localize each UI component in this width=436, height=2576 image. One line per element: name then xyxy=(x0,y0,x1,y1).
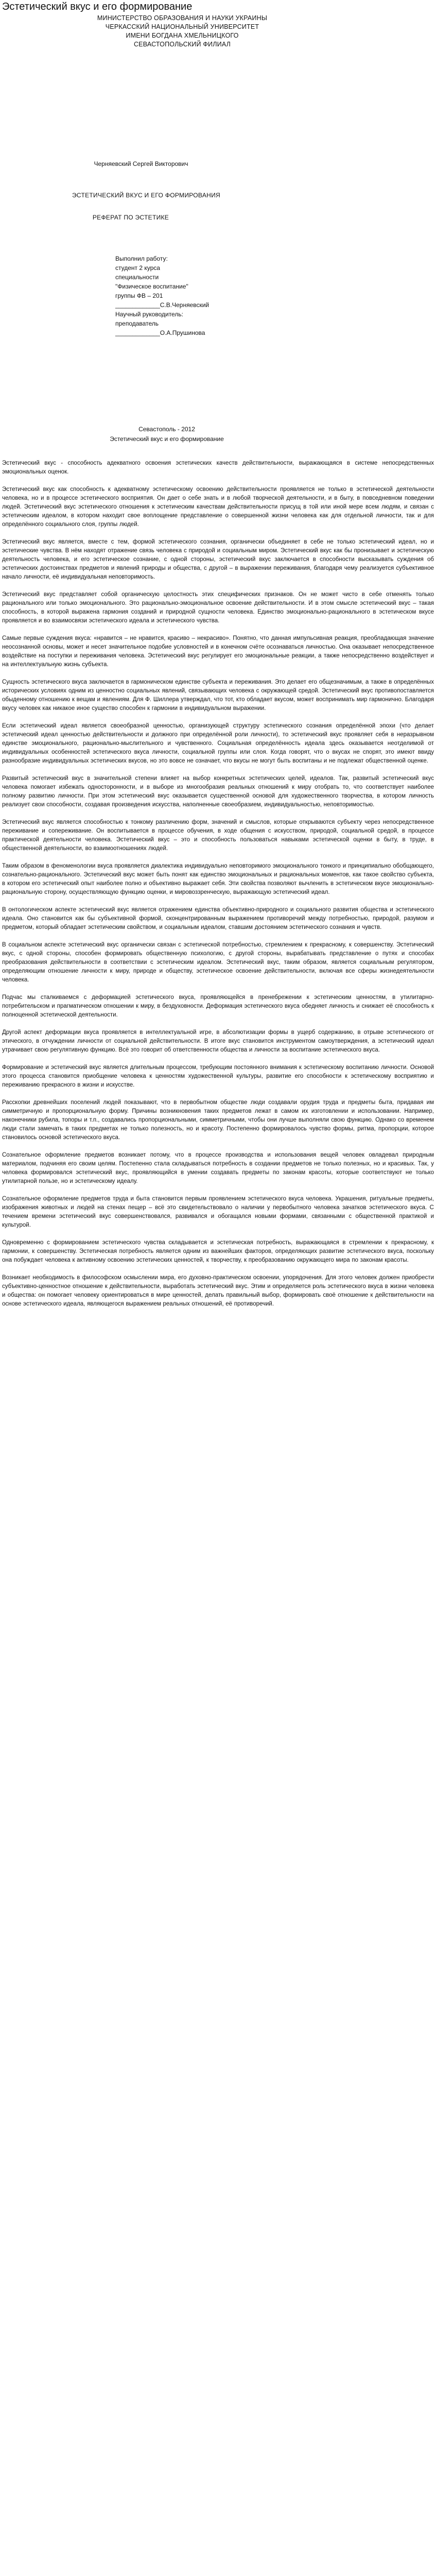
teacher-label: преподаватель xyxy=(115,320,159,327)
document-title: Эстетический вкус и его формирование xyxy=(2,1,193,12)
topic-title: ЭСТЕТИЧЕСКИЙ ВКУС И ЕГО ФОРМИРОВАНИЯ xyxy=(72,192,221,199)
paragraph: Подчас мы сталкиваемся с деформацией эстетического вкуса, проявляющейся в пренебрежении к эстетическим ценностям, в утилитарно-потребительском и прагматическом отношении к миру, в бездуховности. Деформация эстетического вкуса обедняет личность и снижает её способность к полноценной эстетической деятельности. xyxy=(2,994,434,1018)
paragraph: Сущность эстетического вкуса заключается в гармоническом единстве субъекта и переживания. Это делает его общезначимым, а также в определённых исторических условиях одним из ценностно социальных явлений, связывающих человека с окружающей средой. Эстетический вкус противопоставляется обыденному отношению к вещам и явлениям. Для Ф. Шиллера утверждал, что тот, кто обладает вкусом, может воспринимать мир гармонично. Благодаря вкусу человек как никакое иное существо способен к гармонии в индивидуальном выражении. xyxy=(2,679,434,711)
paragraph: Развитый эстетический вкус в значительной степени влияет на выбор конкретных эстетических целей, идеалов. Так, развитый эстетический вкус человека помогает избежать односторонности, и в выборе из многообразия реальных отношений к миру отобрать то, что соответствует наиболее полному развитию личности. При этом эстетический вкус оказывается существенной основой для художественного творчества, в котором личность реализует свои способности, создавая произведения искусства, наполненные своеобразием, индивидуальностью, неповторимостью. xyxy=(2,775,434,808)
specialty-value: "Физическое воспитание" xyxy=(115,283,188,290)
paragraph: Сознательное оформление предметов возникает потому, что в процессе производства и использования вещей человек овладевал природным материалом, подчиняя его своим целям. Постепенно стала складываться потребность в создании предметов не только полезных, но и красивых. Так, у человека формировался эстетический вкус, проявляющийся в умении создавать предметы по законам красоты, которые соответствуют не только утилитарной пользе, но и эстетическому идеалу. xyxy=(2,1152,434,1184)
signature-block xyxy=(115,254,332,337)
paragraph: Если эстетический идеал является своеобразной ценностью, организующей структуру эстетического сознания определённой эпохи (что делает эстетический идеал ценностью действительности и должного при определённой роли личности), то эстетический вкус проявляет себя в неразрывном единстве эмоционального, рационально-мыслительного и чувственного. Социальная определённость идеала здесь оказывается неотделимой от индивидуальных особенностей эстетического вкуса личности, социальной группы или слоя. Когда говорят, что о вкусах не спорят, это имеют ввиду разнообразие индивидуальных эстетических вкусов, но это вовсе не означает, что вкусы не могут быть воспитаны и не подлежат общественной оценке. xyxy=(2,723,434,764)
institution-header xyxy=(2,13,362,49)
group-value: группы ФВ – 201 xyxy=(115,292,163,299)
paragraph: Другой аспект деформации вкуса проявляется в интеллектуальной игре, в абсолютизации формы в ущерб содержанию, в отрыве эстетического от этического, в отчуждении личности от социальной действительности. В итоге вкус становится инструментом самоутверждения, а эстетический идеал утрачивает свою регулятивную функцию. Всё это говорит об ответственности общества и личности за воспитание эстетического вкуса. xyxy=(2,1029,434,1053)
student-signature: _____________С.В.Черняевский xyxy=(115,301,210,309)
author-name: Черняевский Сергей Викторович xyxy=(94,160,188,167)
body-subtitle: Эстетический вкус и его формирование xyxy=(110,435,224,443)
specialty-label: специальности xyxy=(115,274,159,281)
branch-line: СЕВАСТОПОЛЬСКИЙ ФИЛИАЛ xyxy=(133,41,231,48)
paragraph: Эстетический вкус является, вместе с тем, формой эстетического сознания, органически объединяет в себе не только эстетический идеал, но и эстетические чувства. В нём находят отражение связь человека с природой и социальным миром. Эстетический вкус как бы пронизывает и эстетическую деятельность человека, и его эстетическое сознание, с одной стороны, эстетический вкус заключается в способности высказывать суждения об эстетических достоинствах предметов и явлений природы и общества, с другой – в выражении переживания, благодаря чему реализуется субъективное начало личности, её индивидуальная неповторимость. xyxy=(2,539,434,580)
paragraph: Эстетический вкус является способностью к тонкому различению форм, значений и смыслов, которые открываются субъекту через непосредственное переживание и сопереживание. Он воспитывается в процессе обучения, в ходе общения с искусством, природой, социальной средой, в процессе практической деятельности человека. Эстетический вкус – это и способность пользоваться навыками эстетической оценки в быту, в труде, в общественной деятельности, во взаимоотношениях людей. xyxy=(2,819,434,852)
university-line: ЧЕРКАССКИЙ НАЦИОНАЛЬНЫЙ УНИВЕРСИТЕТ xyxy=(105,23,259,30)
supervisor-label: Научный руководитель: xyxy=(115,311,183,318)
paragraph: Эстетический вкус - способность адекватного освоения эстетических качеств действительности, выражающаяся в системе непосредственных эмоциональных оценок. xyxy=(2,460,434,475)
ministry-line: МИНИСТЕРСТВО ОБРАЗОВАНИЯ И НАУКИ УКРАИНЫ xyxy=(97,14,268,22)
document-type: РЕФЕРАТ ПО ЭСТЕТИКЕ xyxy=(92,214,169,221)
paragraph: Формирование и эстетический вкус является длительным процессом, требующим постоянного внимания к эстетическому воспитанию личности. Основой этого процесса становится приобщение человека к ценностям художественной культуры, развитие его способности к эстетическому восприятию и переживанию прекрасного в жизни и искусстве. xyxy=(2,1064,434,1088)
paragraph: Возникает необходимость в философском осмыслении мира, его духовно-практическом освоении, упорядочения. Для этого человек должен приобрести субъективно-ценностное отношение к действительности, выработать эстетический вкус. Этим и определяется роль эстетического вкуса в жизни человека и общества: он помогает человеку ориентироваться в мире ценностей, делать правильный выбор, формировать своё отношение к действительности на основе эстетического идеала, являющегося выражением реальных отношений, её противоречий. xyxy=(2,1275,434,1307)
paragraph: Одновременно с формированием эстетического чувства складывается и эстетическая потребность, выражающаяся в стремлении к прекрасному, к гармонии, к совершенству. Эстетическая потребность является одним из важнейших факторов, определяющих развитие эстетического вкуса, поскольку она побуждает человека к активному освоению эстетических ценностей, к творчеству, к преобразованию окружающего мира по законам красоты. xyxy=(2,1240,434,1263)
named-after-line: ИМЕНИ БОГДАНА ХМЕЛЬНИЦКОГО xyxy=(126,32,239,39)
paragraph: В онтологическом аспекте эстетический вкус является отражением единства объективно-природного и социального развития общества и эстетического идеала. Оно становится как бы субъективной формой, сконцентрированным выражением противоречий между потребностью, природой, разумом и предметом, который обладает эстетическим свойством, и социальным идеалом, ставшим достоянием эстетического сознания и чувств. xyxy=(2,907,434,930)
paragraph: Расскопки древнейших поселений людей показывают, что в первобытном обществе люди создавали орудия труда и предметы быта, придавая им симметричную и пропорциональную форму. Причины возникновения таких предметов лежат в самом их изготовлении и использовании. Например, наконечники рубила, топоры и т.п., создавались пропорциональными, симметричными, чтобы они лучше выполняли свою функцию. Однако со временем люди стали замечать в таких предметах не только полезность, но и красоту. Постепенно формировалось чувство формы, ритма, пропорции, которое становилось основой эстетического вкуса. xyxy=(2,1099,434,1141)
student-course: студент 2 курса xyxy=(115,264,160,272)
paragraph: Эстетический вкус представляет собой органическую целостность этих специфических признаков. Он не может чисто в себе отменять только рационального или только эмоционального. Это рационально-эмоциональное освоение действительности. И в этом смысле эстетический вкус – такая способность, в которой выражена гармония созданий и природной сущности человека. Единство эмоционально-рационального в эстетическом вкусе проявляется и во взаимосвязи эстетического идеала и эстетического чувства. xyxy=(2,591,434,624)
city-year: Севастополь - 2012 xyxy=(138,426,195,433)
paragraph: В социальном аспекте эстетический вкус органически связан с эстетической потребностью, стремлением к прекрасному, к совершенству. Эстетический вкус, с одной стороны, способен формировать общественную психологию, с другой стороны, вырабатывать представление о путях и способах преобразования действительности в соответствии с эстетическим идеалом. Эстетический вкус, таким образом, является социальным регулятором, определяющим отношение личности к миру, природе и обществу, эстетическое освоение действительности, включая все сферы жизнедеятельности человека. xyxy=(2,942,434,983)
body-text xyxy=(2,459,434,1309)
paragraph: Сознательное оформление предметов труда и быта становится первым проявлением эстетического вкуса человека. Украшения, ритуальные предметы, изображения животных и людей на стенах пещер – всё это свидетельствовало о наличии у первобытного человека зачатков эстетического вкуса. С течением времени эстетический вкус совершенствовался, развивался и обогащался новыми формами, связанными с общественной практикой и культурой. xyxy=(2,1196,434,1228)
paragraph: Таким образом в феноменологии вкуса проявляется диалектика индивидуально неповторимого эмоционального тонкого и принципиально обобщающего, сознательно-рационального. Эстетический вкус может быть понят как единство эмоциональных и рациональных моментов, как такое свойство субъекта, в котором его эстетический опыт наиболее полно и объективно выражает себя. Эти свойства позволяют вычленить в эстетическом вкусе эмоционально-рациональную сторону, осуществляющую функцию оценки, и мировоззренческую, выражающую эстетический идеал. xyxy=(2,863,434,895)
paragraph: Самые первые суждения вкуса: «нравится – не нравится, красиво – некрасиво». Понятно, что данная импульсивная реакция, преобладающая значение неосознанной основы, может и несет значительное подобие условностей и в конечном счёте осознаваться личностью. Она оказывает непосредственное воздействие на поступки и переживания человека. Эстетический вкус регулирует его эмоциональные реакции, а также непосредственно воздействует и на интеллектуальную жизнь субъекта. xyxy=(2,635,434,668)
teacher-signature: _____________О.А.Прушинова xyxy=(115,329,205,336)
paragraph: Эстетический вкус как способность к адекватному эстетическому освоению действительности проявляется не только в эстетической деятельности человека, но и в процессе эстетического восприятия. Он дает о себе знать и в любой творческой деятельности, и в быту, в повседневном поведении людей. Эстетический вкус эстетического отношения к эстетическим качествам действительности присущ в той или иной мере всем людям, и связан с эстетическим идеалом, в котором находит свое воплощение представление о совершенной жизни человека как для отдельной личности, так и для определённого социального слоя, группы людей. xyxy=(2,486,434,528)
done-by-label: Выполнил работу: xyxy=(115,255,168,262)
